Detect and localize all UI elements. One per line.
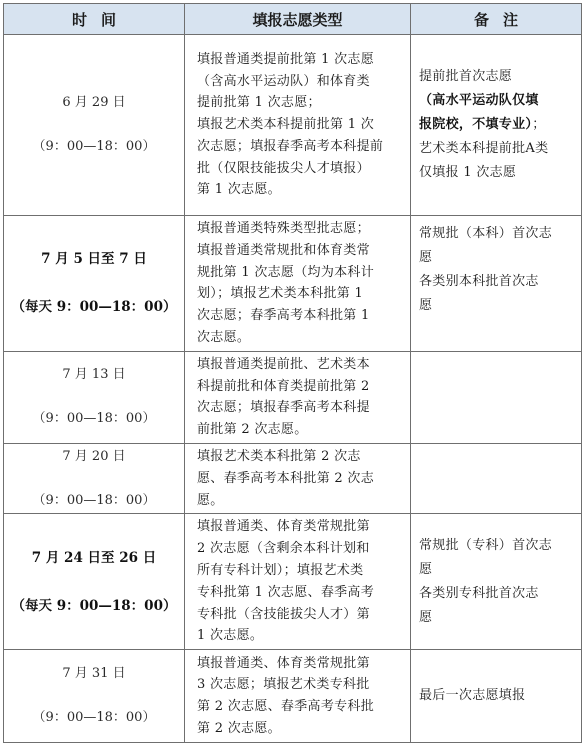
type-cell bbox=[185, 443, 411, 513]
date-text: 7 月 20 日 bbox=[62, 448, 126, 464]
note-bold-line: 报院校，不填专业） bbox=[419, 117, 533, 132]
note-line: 提前批首次志愿 bbox=[419, 69, 513, 84]
time-cell bbox=[4, 35, 185, 216]
type-line: 愿。 bbox=[197, 492, 224, 508]
note-line: 各类别本科批首次志 bbox=[419, 274, 539, 289]
table-row bbox=[4, 650, 582, 743]
note-cell bbox=[411, 650, 582, 743]
note-bold-line: （高水平运动队仅填 bbox=[419, 93, 539, 108]
type-cell bbox=[185, 35, 411, 216]
type-line: 专科批第 1 次志愿、春季高考 bbox=[197, 584, 375, 600]
header-time: 时间 bbox=[4, 4, 185, 35]
date-text: 7 月 5 日至 7 日 bbox=[41, 251, 147, 268]
time-cell bbox=[4, 514, 185, 650]
type-line: 次志愿；填报春季高考本科提 bbox=[197, 400, 370, 416]
time-cell bbox=[4, 650, 185, 743]
header-type: 填报志愿类型 bbox=[185, 4, 411, 35]
type-line: 填报普通类提前批第 1 次志愿 bbox=[197, 51, 375, 67]
type-cell bbox=[185, 351, 411, 443]
type-line: 填报普通类常规批和体育类常 bbox=[197, 242, 370, 258]
note-line: 常规批（专科）首次志 bbox=[419, 537, 553, 553]
type-line: 规批第 1 次志愿（均为本科计 bbox=[197, 264, 375, 280]
type-line: 愿、春季高考本科批第 2 次志 bbox=[197, 470, 375, 486]
type-line: 次志愿；春季高考本科批第 1 bbox=[197, 308, 370, 324]
schedule-table bbox=[3, 3, 582, 743]
hours-text: （9：00—18：00） bbox=[32, 411, 156, 427]
date-text: 7 月 24 日至 26 日 bbox=[31, 549, 157, 566]
type-line: 填报普通类、体育类常规批第 bbox=[197, 519, 370, 535]
date-text: 7 月 31 日 bbox=[62, 666, 126, 682]
date-text: 6 月 29 日 bbox=[62, 95, 126, 110]
type-line: 划）；填报艺术类本科批第 1 bbox=[197, 286, 364, 302]
note-line: 愿 bbox=[419, 561, 433, 577]
type-line: 批（仅限技能拔尖人才填报） bbox=[197, 160, 370, 176]
type-line: 科提前批和体育类提前批第 2 bbox=[197, 378, 370, 394]
type-line: 填报普通类提前批、艺术类本 bbox=[197, 356, 370, 372]
hours-text: （9：00—18：00） bbox=[32, 710, 156, 726]
header-row bbox=[4, 4, 582, 35]
note-cell bbox=[411, 35, 582, 216]
hours-text: （9：00—18：00） bbox=[32, 492, 156, 508]
type-line: 第 2 次志愿、春季高考专科批 bbox=[197, 699, 375, 715]
table-row bbox=[4, 351, 582, 443]
type-line: 2 次志愿（含剩余本科计划和 bbox=[197, 541, 370, 557]
hours-text: （9：00—18：00） bbox=[32, 139, 156, 154]
type-line: 专科批（含技能拔尖人才）第 bbox=[197, 606, 370, 622]
type-cell bbox=[185, 650, 411, 743]
note-line: 仅填报 1 次志愿 bbox=[419, 165, 517, 180]
note-cell bbox=[411, 443, 582, 513]
note-line: 艺术类本科提前批A类 bbox=[419, 141, 549, 156]
hours-text: （每天 9：00—18：00） bbox=[11, 597, 177, 614]
type-line: 前批第 2 次志愿。 bbox=[197, 422, 308, 438]
note-punctuation: ； bbox=[532, 117, 546, 132]
type-line: 填报艺术类本科提前批第 1 次 bbox=[197, 117, 375, 133]
table-row bbox=[4, 443, 582, 513]
type-line: 次志愿；填报春季高考本科提前 bbox=[197, 138, 384, 154]
table-row bbox=[4, 216, 582, 352]
note-line: 常规批（本科）首次志 bbox=[419, 226, 553, 241]
time-cell bbox=[4, 443, 185, 513]
type-line: 所有专科计划）；填报艺术类 bbox=[197, 562, 364, 578]
note-line: 愿 bbox=[419, 250, 433, 265]
type-line: 提前批第 1 次志愿； bbox=[197, 95, 321, 111]
note-cell bbox=[411, 216, 582, 352]
type-line: 3 次志愿；填报艺术类专科批 bbox=[197, 677, 370, 693]
type-line: 1 次志愿。 bbox=[197, 628, 264, 644]
type-cell bbox=[185, 216, 411, 352]
note-line: 各类别专科批首次志 bbox=[419, 585, 539, 601]
note-cell bbox=[411, 514, 582, 650]
time-cell bbox=[4, 351, 185, 443]
type-line: 第 2 次志愿。 bbox=[197, 720, 281, 736]
hours-text: （每天 9：00—18：00） bbox=[11, 299, 177, 316]
type-line: 次志愿。 bbox=[197, 329, 251, 345]
note-line: 愿 bbox=[419, 298, 433, 313]
header-note: 备注 bbox=[411, 4, 582, 35]
type-line: 填报艺术类本科批第 2 次志 bbox=[197, 448, 361, 464]
time-cell bbox=[4, 216, 185, 352]
type-line: 填报普通类、体育类常规批第 bbox=[197, 655, 370, 671]
type-line: 填报普通类特殊类型批志愿； bbox=[197, 221, 370, 236]
table-row bbox=[4, 514, 582, 650]
note-cell bbox=[411, 351, 582, 443]
table-row bbox=[4, 35, 582, 216]
note-line: 最后一次志愿填报 bbox=[419, 688, 526, 704]
type-line: （含高水平运动队）和体育类 bbox=[197, 73, 370, 89]
date-text: 7 月 13 日 bbox=[62, 367, 126, 383]
type-line: 第 1 次志愿。 bbox=[197, 182, 281, 198]
type-cell bbox=[185, 514, 411, 650]
note-line: 愿 bbox=[419, 609, 433, 625]
